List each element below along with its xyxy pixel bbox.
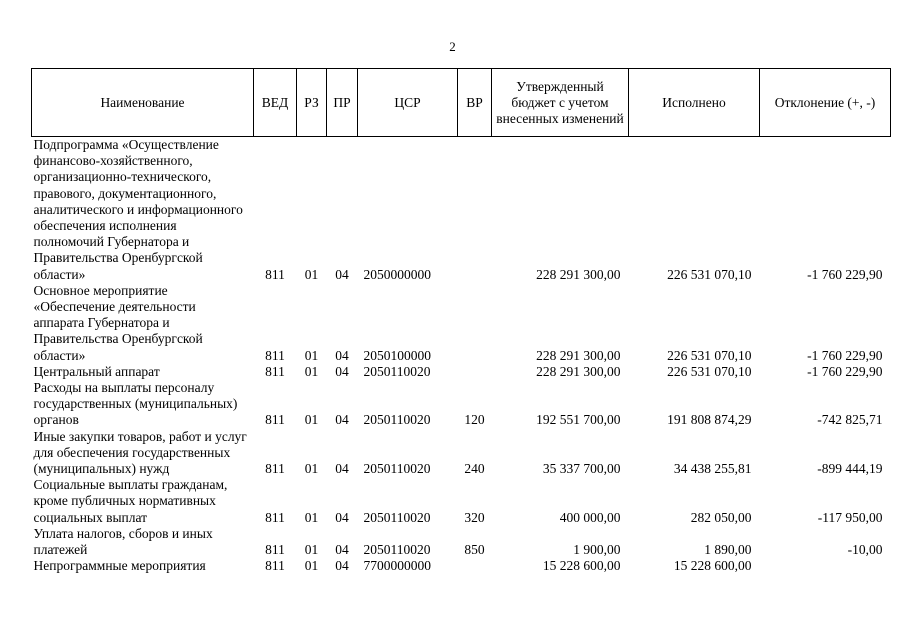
cell-deviation: -1 760 229,90 [807,347,883,363]
cell-name: Иные закупки товаров, работ и услуг для обеспечения государственных (муниципальных) нужд [33,428,247,477]
cell-pr: 04 [335,266,349,282]
header-name: Наименование [32,69,254,137]
cell-name: Непрограммные мероприятия [33,558,206,574]
cell-rz: 01 [304,266,319,282]
cell-deviation: -899 444,19 [817,461,883,477]
cell-ved: 811 [265,412,285,428]
cell-rz: 01 [304,412,319,428]
cell-csr: 2050110020 [363,509,431,525]
cell-csr: 7700000000 [363,558,431,574]
cell-vr [458,137,492,283]
cell-pr: 04 [335,461,349,477]
cell-executed: 226 531 070,10 [667,266,752,282]
table-row [32,429,891,478]
cell-rz: 01 [304,347,319,363]
cell-vr: 120 [464,412,485,428]
cell-executed: 34 438 255,81 [673,461,752,477]
cell-approved: 228 291 300,00 [536,363,621,379]
table-row [32,477,891,526]
table-row [32,364,891,380]
cell-executed: 226 531 070,10 [667,347,752,363]
cell-pr: 04 [335,542,349,558]
cell-approved: 15 228 600,00 [542,558,621,574]
table-row [32,283,891,364]
cell-csr: 2050000000 [363,266,431,282]
cell-ved: 811 [265,266,285,282]
table-row [32,137,891,283]
header-deviation: Отклонение (+, -) [760,69,891,137]
cell-executed: 282 050,00 [690,509,752,525]
header-rz: РЗ [297,69,327,137]
header-csr: ЦСР [358,69,458,137]
table-row [32,558,891,574]
table-row [32,380,891,429]
cell-ved: 811 [265,558,285,574]
cell-deviation: -1 760 229,90 [807,266,883,282]
cell-csr: 2050110020 [363,542,431,558]
cell-approved: 400 000,00 [559,509,621,525]
table-header-row [32,69,891,137]
header-ved: ВЕД [254,69,297,137]
cell-vr [458,283,492,364]
budget-execution-table [31,68,891,574]
cell-rz: 01 [304,509,319,525]
cell-rz: 01 [304,542,319,558]
cell-vr: 320 [464,509,485,525]
cell-ved: 811 [265,542,285,558]
header-vr: ВР [458,69,492,137]
page-number: 2 [449,39,456,54]
cell-pr: 04 [335,412,349,428]
cell-approved: 35 337 700,00 [542,461,621,477]
cell-name: Центральный аппарат [33,363,160,379]
cell-vr [458,364,492,380]
cell-pr: 04 [335,347,349,363]
cell-rz: 01 [304,558,319,574]
cell-approved: 192 551 700,00 [536,412,621,428]
cell-approved: 228 291 300,00 [536,347,621,363]
cell-deviation: -10,00 [847,542,883,558]
cell-name: Основное мероприятие «Обеспечение деятельности аппарата Губернатора и Правительства Оренбургской области» [33,282,203,363]
cell-executed: 1 890,00 [704,542,752,558]
cell-ved: 811 [265,347,285,363]
cell-name: Расходы на выплаты персоналу государственных (муниципальных) органов [33,380,238,428]
cell-executed: 191 808 874,29 [667,412,752,428]
cell-pr: 04 [335,363,349,379]
cell-csr: 2050110020 [363,363,431,379]
cell-ved: 811 [265,363,285,379]
cell-rz: 01 [304,461,319,477]
cell-csr: 2050110020 [363,412,431,428]
header-approved-budget: Утвержденный бюджет с учетом внесенных изменений [492,69,629,137]
cell-name: Подпрограмма «Осуществление финансово-хозяйственного, организационно-технического, правового, документационного, аналитического и информационного обеспечения исполнения полномочий Губернатора и Правительства Оренбургской области» [33,137,243,282]
cell-deviation: -117 950,00 [817,509,883,525]
header-executed: Исполнено [629,69,760,137]
cell-name: Социальные выплаты гражданам, кроме публичных нормативных социальных выплат [33,477,228,525]
cell-approved: 228 291 300,00 [536,266,621,282]
cell-deviation: -742 825,71 [817,412,883,428]
cell-ved: 811 [265,461,285,477]
cell-deviation [760,558,891,574]
cell-approved: 1 900,00 [573,542,621,558]
cell-vr: 240 [464,461,485,477]
cell-deviation: -1 760 229,90 [807,363,883,379]
cell-csr: 2050100000 [363,347,431,363]
table-row [32,526,891,558]
cell-pr: 04 [335,558,349,574]
cell-name: Уплата налогов, сборов и иных платежей [33,525,213,558]
cell-executed: 226 531 070,10 [667,363,752,379]
cell-pr: 04 [335,509,349,525]
cell-ved: 811 [265,509,285,525]
cell-vr [458,558,492,574]
cell-vr: 850 [464,542,485,558]
cell-csr: 2050110020 [363,461,431,477]
header-pr: ПР [327,69,358,137]
cell-rz: 01 [304,363,319,379]
cell-executed: 15 228 600,00 [673,558,752,574]
